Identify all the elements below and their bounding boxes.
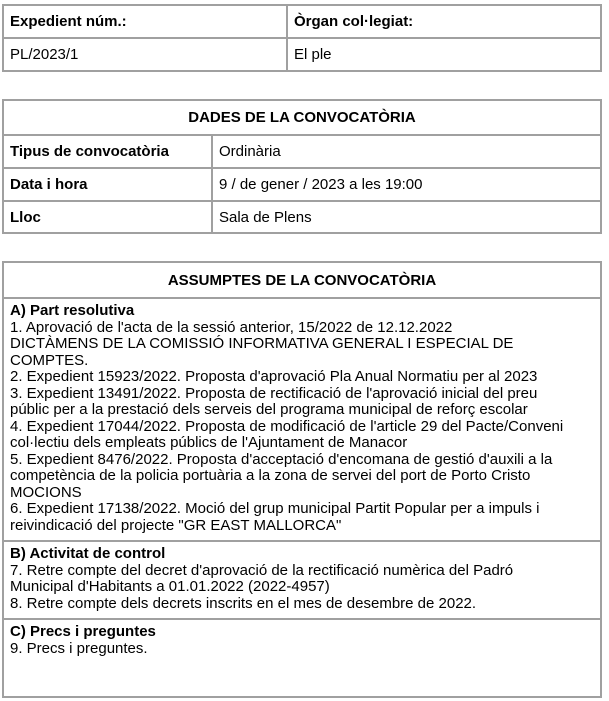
data-hora-value: 9 / de gener / 2023 a les 19:00	[211, 169, 600, 200]
assumptes-title: ASSUMPTES DE LA CONVOCATÒRIA	[167, 271, 437, 289]
section-title: A) Part resolutiva	[10, 302, 135, 319]
organ-label: Òrgan col·legiat:	[286, 6, 600, 37]
list-item: Municipal d'Habitants a 01.01.2022 (2022-4957)	[10, 578, 330, 595]
list-item: MOCIONS	[10, 483, 82, 501]
convocatoria-row	[4, 169, 600, 202]
list-item: 3. Expedient 13491/2022. Proposta de rectificació de l'aprovació inicial del preu	[10, 384, 538, 402]
list-item: 9. Precs i preguntes.	[10, 639, 148, 657]
convocatoria-header-row	[4, 101, 600, 136]
list-item: reivindicació del projecte "GR EAST MALLORCA"	[10, 516, 342, 534]
section-activitat-control	[4, 542, 600, 620]
convocatoria-title: DADES DE LA CONVOCATÒRIA	[188, 109, 416, 126]
section-title: B) Activitat de control	[10, 545, 166, 562]
list-item: 8. Retre compte dels decrets inscrits en el mes de desembre de 2022.	[10, 594, 477, 612]
list-item: COMPTES.	[10, 351, 89, 369]
list-item: col·lectiu dels empleats públics de l'Ajuntament de Manacor	[10, 434, 408, 451]
data-hora-label: Data i hora	[10, 176, 88, 193]
list-item: 5. Expedient 8476/2022. Proposta d'acceptació d'encomana de gestió d'auxili a la	[10, 450, 553, 468]
list-item: públic per a la prestació dels serveis del programa municipal de reforç escolar	[10, 401, 528, 418]
section-title: C) Precs i preguntes	[10, 623, 156, 640]
section-part-resolutiva	[4, 299, 600, 542]
convocatoria-row	[4, 202, 600, 232]
lloc-value: Sala de Plens	[211, 202, 600, 232]
assumptes-table	[2, 261, 602, 698]
list-item: 2. Expedient 15923/2022. Proposta d'aprovació Pla Anual Normatiu per al 2023	[10, 368, 538, 385]
tipus-label: Tipus de convocatòria	[10, 143, 169, 160]
list-item: 6. Expedient 17138/2022. Moció del grup municipal Partit Popular per a impuls i	[10, 500, 540, 517]
organ-value: El ple	[286, 39, 600, 70]
section-precs-preguntes	[4, 620, 600, 663]
tipus-value: Ordinària	[211, 136, 600, 167]
list-item: DICTÀMENS DE LA COMISSIÓ INFORMATIVA GENERAL I ESPECIAL DE	[10, 335, 514, 352]
assumptes-header-row	[4, 263, 600, 299]
convocatoria-row	[4, 136, 600, 169]
list-item: competència de la policia portuària a la zona de servei del port de Porto Cristo	[10, 467, 531, 484]
expedient-header-row	[4, 6, 600, 39]
expedient-label: Expedient núm.:	[10, 13, 127, 30]
expedient-table	[2, 4, 602, 72]
expedient-value-row	[4, 39, 600, 70]
list-item: 7. Retre compte del decret d'aprovació de la rectificació numèrica del Padró	[10, 561, 514, 579]
list-item: 4. Expedient 17044/2022. Proposta de modificació de l'article 29 del Pacte/Conveni	[10, 417, 564, 435]
list-item: 1. Aprovació de l'acta de la sessió anterior, 15/2022 de 12.12.2022	[10, 318, 453, 336]
expedient-value: PL/2023/1	[10, 46, 79, 63]
lloc-label: Lloc	[10, 208, 41, 226]
convocatoria-table	[2, 99, 602, 234]
